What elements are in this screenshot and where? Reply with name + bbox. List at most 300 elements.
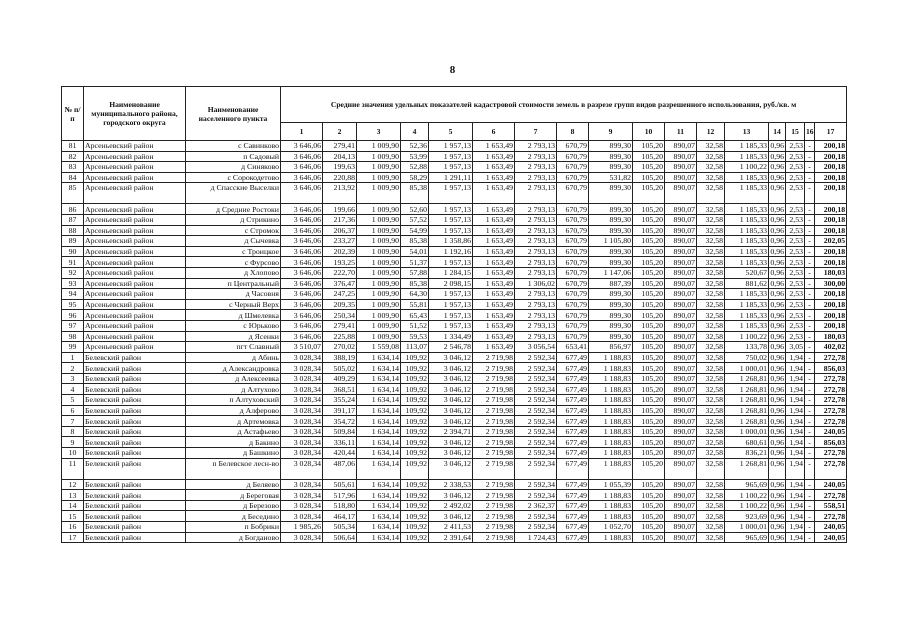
value-col-15: 1,94 [786,532,805,543]
value-col-14: 0,96 [770,151,784,161]
value-col-2: 409,29 [323,373,357,384]
value-col-14: 0,96 [770,405,784,415]
row-number: 93 [62,278,84,289]
value-col-3: 1 634,14 [357,416,401,427]
value-col-16: - [805,214,815,225]
value-col-13: 923,69 [725,511,769,522]
value-col-11: 890,07 [665,342,697,353]
value-col-11: 890,07 [665,458,697,479]
value-col-10: 105,20 [633,352,665,363]
value-col-5: 1 192,16 [429,246,473,257]
value-col-5: 1 957,13 [429,289,473,300]
settlement-name: с Юрьково [186,320,281,331]
value-col-13: 1 185,33 [725,310,769,321]
value-col-10: 105,20 [633,162,665,173]
value-col-2: 464,17 [323,511,357,522]
value-col-17: 200,18 [815,320,847,331]
table-row [62,299,847,310]
value-col-2: 505,34 [323,522,357,533]
value-col-10: 105,20 [633,342,665,353]
value-col-9: 899,30 [589,183,633,204]
value-col-5: 1 957,13 [429,257,473,268]
value-col-8: 677,49 [557,511,589,522]
value-col-5: 3 046,12 [429,363,473,374]
value-col-10: 105,20 [633,151,665,162]
value-col-4: 65,43 [401,310,429,321]
value-col-8: 670,79 [557,299,589,310]
value-col-15: 2,53 [786,331,805,342]
district-name: Белевский район [84,405,186,416]
value-col-6: 1 653,49 [473,236,515,247]
value-col-3: 1 634,14 [357,522,401,533]
table-row [62,278,847,289]
settlement-name: д Хлопово [186,267,281,278]
value-col-17: 200,18 [815,225,847,236]
settlement-name: с Сорокодетово [186,172,281,183]
row-number: 10 [62,448,84,459]
value-col-9: 1 188,83 [589,437,633,448]
value-col-4: 51,52 [401,320,429,331]
value-col-17: 240,05 [815,522,847,533]
header-col-1: 1 [281,123,323,141]
settlement-name: п Алтуховский [186,395,281,406]
value-col-16: - [805,416,815,427]
value-col-7: 2 793,13 [515,172,557,183]
value-col-3: 1 009,90 [357,141,401,152]
value-col-13: 1 268,81 [725,384,769,395]
district-name: Белевский район [84,426,186,437]
value-col-9: 1 188,83 [589,384,633,395]
value-col-12: 32,58 [697,384,725,395]
value-col-4: 51,37 [401,257,429,268]
value-col-3: 1 009,90 [357,257,401,268]
value-col-1: 3 028,34 [281,490,323,501]
table-row [62,448,847,459]
value-col-2: 420,44 [323,448,357,459]
value-col-16: - [805,331,815,342]
value-col-16: - [805,395,815,406]
settlement-name: д Березово [186,500,281,511]
value-col-3: 1 634,14 [357,384,401,395]
value-col-5: 3 046,12 [429,416,473,427]
value-col-10: 105,20 [633,320,665,331]
row-number: 91 [62,257,84,268]
value-col-15: 1,94 [786,373,805,384]
value-col-13: 1 100,22 [725,331,769,342]
table-row [62,162,847,173]
row-number: 85 [62,183,84,204]
value-col-13: 1 000,01 [725,522,769,533]
row-number: 17 [62,532,84,543]
value-col-2: 279,41 [323,141,357,152]
value-col-12: 32,58 [697,405,725,416]
value-col-3: 1 009,90 [357,225,401,236]
value-col-17: 180,03 [815,331,847,342]
value-col-7: 2 793,13 [515,141,557,152]
value-col-11: 890,07 [665,278,697,289]
value-col-6: 1 653,49 [473,320,515,331]
value-col-15: 2,53 [786,225,805,236]
value-col-4: 53,99 [401,151,429,162]
value-col-7: 2 592,34 [515,384,557,395]
value-col-6: 2 719,98 [473,500,515,511]
value-col-1: 3 028,34 [281,479,323,490]
value-col-3: 1 634,14 [357,363,401,374]
value-col-5: 2 338,53 [429,479,473,490]
value-col-15: 1,94 [786,479,805,490]
row-number: 1 [62,352,84,363]
settlement-name: д Сычевка [186,236,281,247]
value-col-3: 1 634,14 [357,395,401,406]
value-col-6: 1 653,49 [473,141,515,152]
value-col-2: 202,39 [323,246,357,257]
value-col-2: 213,92 [323,183,357,204]
value-col-6: 2 719,98 [473,490,515,501]
value-col-8: 670,79 [557,310,589,321]
value-col-6: 2 719,98 [473,352,515,363]
value-col-1: 3 646,06 [281,289,323,300]
value-col-2: 199,66 [323,204,357,215]
settlement-name: д Алферово [186,405,281,416]
value-col-7: 2 793,13 [515,183,557,204]
district-name: Белевский район [84,363,186,374]
settlement-name: п Белевское лесн-во [186,458,281,479]
header-col-17: 17 [815,123,847,141]
district-name: Белевский район [84,479,186,490]
value-col-8: 670,79 [557,289,589,300]
row-number: 15 [62,511,84,522]
value-col-16: - [805,342,815,353]
value-col-1: 3 028,34 [281,384,323,395]
value-col-16: - [805,183,815,204]
settlement-name: д Алтухово [186,384,281,395]
settlement-name: д Береговая [186,490,281,501]
value-col-16: - [805,490,815,501]
value-col-3: 1 009,90 [357,246,401,257]
settlement-name: д Артемовка [186,416,281,427]
value-col-14: 0,96 [770,321,784,331]
value-col-9: 1 055,39 [589,479,633,490]
value-col-1: 3 028,34 [281,416,323,427]
value-col-7: 2 793,13 [515,267,557,278]
value-col-12: 32,58 [697,278,725,289]
value-col-10: 105,20 [633,522,665,533]
value-col-5: 1 334,49 [429,331,473,342]
value-col-6: 1 653,49 [473,267,515,278]
value-col-12: 32,58 [697,331,725,342]
value-col-4: 59,53 [401,331,429,342]
value-col-8: 670,79 [557,246,589,257]
value-col-12: 32,58 [697,490,725,501]
value-col-11: 890,07 [665,331,697,342]
value-col-10: 105,20 [633,183,665,204]
value-col-10: 105,20 [633,437,665,448]
value-col-1: 3 646,06 [281,162,323,173]
value-col-3: 1 009,90 [357,151,401,162]
district-name: Арсеньевский район [84,141,186,152]
value-col-12: 32,58 [697,151,725,162]
value-col-2: 204,13 [323,151,357,162]
value-col-9: 1 188,83 [589,490,633,501]
value-col-1: 3 646,06 [281,172,323,183]
value-col-2: 247,25 [323,289,357,300]
value-col-10: 105,20 [633,448,665,459]
value-col-7: 2 592,34 [515,352,557,363]
value-col-11: 890,07 [665,500,697,511]
row-number: 83 [62,162,84,173]
value-col-15: 2,53 [786,278,805,289]
district-name: Арсеньевский район [84,299,186,310]
value-col-1: 3 646,06 [281,236,323,247]
value-col-2: 368,51 [323,384,357,395]
value-col-17: 300,00 [815,278,847,289]
value-col-7: 2 793,13 [515,151,557,162]
value-col-6: 2 719,98 [473,405,515,416]
value-col-14: 0,96 [770,268,784,278]
value-col-15: 2,53 [786,172,805,183]
value-col-4: 85,38 [401,183,429,204]
page-number: 8 [449,64,456,76]
value-col-14: 0,96 [770,427,784,437]
row-number: 90 [62,246,84,257]
value-col-10: 105,20 [633,426,665,437]
value-col-13: 1 185,33 [725,141,769,152]
value-col-1: 3 028,34 [281,458,323,479]
value-col-7: 2 592,34 [515,405,557,416]
value-col-12: 32,58 [697,267,725,278]
value-col-6: 2 719,98 [473,426,515,437]
value-col-1: 3 646,06 [281,214,323,225]
district-name: Белевский район [84,373,186,384]
value-col-2: 206,37 [323,225,357,236]
value-col-3: 1 009,90 [357,278,401,289]
table-row [62,246,847,257]
value-col-15: 2,53 [786,289,805,300]
value-col-14: 0,96 [770,522,784,532]
value-col-5: 2 391,64 [429,532,473,543]
value-col-16: - [805,257,815,268]
value-col-6: 1 653,49 [473,183,515,204]
value-col-1: 3 028,34 [281,373,323,384]
value-col-5: 1 957,13 [429,183,473,204]
value-col-13: 750,02 [725,352,769,363]
value-col-6: 1 653,49 [473,289,515,300]
value-col-2: 199,63 [323,162,357,173]
value-col-13: 1 185,33 [725,246,769,257]
district-name: Арсеньевский район [84,310,186,321]
value-col-15: 1,94 [786,384,805,395]
table-row [62,183,847,204]
value-col-3: 1 009,90 [357,267,401,278]
value-col-16: - [805,225,815,236]
value-col-3: 1 634,14 [357,500,401,511]
value-col-15: 2,53 [786,141,805,152]
value-col-11: 890,07 [665,532,697,543]
value-col-17: 200,18 [815,310,847,321]
value-col-11: 890,07 [665,236,697,247]
value-col-17: 200,18 [815,162,847,173]
table-row [62,204,847,215]
value-col-2: 388,19 [323,352,357,363]
district-name: Арсеньевский район [84,342,186,353]
value-col-14: 0,96 [770,173,784,183]
value-col-8: 670,79 [557,141,589,152]
value-col-12: 32,58 [697,141,725,152]
table-row [62,437,847,448]
table-row [62,236,847,247]
value-col-12: 32,58 [697,299,725,310]
value-col-2: 222,70 [323,267,357,278]
settlement-name: с Фурсово [186,257,281,268]
row-number: 94 [62,289,84,300]
value-col-2: 509,84 [323,426,357,437]
value-col-7: 2 793,13 [515,289,557,300]
table-row [62,532,847,543]
value-col-13: 1 185,33 [725,289,769,300]
district-name: Белевский район [84,511,186,522]
value-col-15: 1,94 [786,500,805,511]
value-col-7: 3 056,54 [515,342,557,353]
value-col-4: 109,92 [401,426,429,437]
value-col-3: 1 634,14 [357,352,401,363]
value-col-6: 2 719,98 [473,384,515,395]
value-col-17: 200,18 [815,257,847,268]
value-col-14: 0,96 [770,236,784,246]
value-col-14: 0,96 [770,257,784,267]
table-row [62,479,847,490]
row-number: 13 [62,490,84,501]
value-col-9: 899,30 [589,289,633,300]
value-col-2: 505,61 [323,479,357,490]
value-col-10: 105,20 [633,500,665,511]
value-col-12: 32,58 [697,522,725,533]
value-col-7: 2 793,13 [515,204,557,215]
table-row [62,426,847,437]
value-col-2: 220,88 [323,172,357,183]
value-col-6: 1 653,49 [473,172,515,183]
value-col-13: 1 268,81 [725,416,769,427]
value-col-4: 109,92 [401,373,429,384]
value-col-4: 109,92 [401,448,429,459]
value-col-6: 2 719,98 [473,532,515,543]
value-col-5: 2 492,02 [429,500,473,511]
settlement-name: д Абинь [186,352,281,363]
value-col-15: 1,94 [786,437,805,448]
district-name: Белевский район [84,522,186,533]
value-col-8: 677,49 [557,437,589,448]
cadastral-value-table [61,86,847,543]
value-col-2: 355,24 [323,395,357,406]
value-col-13: 520,67 [725,267,769,278]
value-col-15: 2,53 [786,267,805,278]
value-col-5: 3 046,12 [429,511,473,522]
value-col-3: 1 009,90 [357,236,401,247]
value-col-9: 1 105,80 [589,236,633,247]
value-col-1: 3 646,06 [281,267,323,278]
header-col-4: 4 [401,123,429,141]
value-col-7: 1 306,02 [515,278,557,289]
value-col-16: - [805,500,815,511]
value-col-12: 32,58 [697,373,725,384]
value-col-7: 1 724,43 [515,532,557,543]
value-col-8: 670,79 [557,278,589,289]
district-name: Белевский район [84,500,186,511]
value-col-13: 1 268,81 [725,373,769,384]
value-col-9: 856,97 [589,342,633,353]
value-col-8: 670,79 [557,331,589,342]
value-col-4: 109,92 [401,384,429,395]
value-col-10: 105,20 [633,225,665,236]
settlement-name: д Синяково [186,162,281,173]
value-col-4: 113,07 [401,342,429,353]
value-col-4: 109,92 [401,437,429,448]
value-col-8: 677,49 [557,490,589,501]
value-col-8: 677,49 [557,384,589,395]
settlement-name: п Бобрики [186,522,281,533]
value-col-3: 1 634,14 [357,405,401,416]
value-col-10: 105,20 [633,458,665,479]
value-col-15: 1,94 [786,458,805,479]
value-col-14: 0,96 [770,384,784,394]
settlement-name: д Беседино [186,511,281,522]
value-col-8: 677,49 [557,522,589,533]
value-col-6: 2 719,98 [473,363,515,374]
value-col-17: 200,18 [815,172,847,183]
district-name: Арсеньевский район [84,267,186,278]
value-col-9: 1 188,83 [589,416,633,427]
district-name: Арсеньевский район [84,320,186,331]
value-col-6: 2 719,98 [473,416,515,427]
value-col-10: 105,20 [633,172,665,183]
value-col-15: 1,94 [786,352,805,363]
value-col-3: 1 009,90 [357,162,401,173]
settlement-name: д Александровка [186,363,281,374]
value-col-7: 2 592,34 [515,416,557,427]
value-col-16: - [805,310,815,321]
row-number: 88 [62,225,84,236]
value-col-15: 1,94 [786,426,805,437]
row-number: 97 [62,320,84,331]
value-col-13: 1 268,81 [725,405,769,416]
table-row [62,458,847,479]
value-col-15: 1,94 [786,395,805,406]
value-col-7: 2 793,13 [515,320,557,331]
value-col-3: 1 634,14 [357,532,401,543]
value-col-4: 109,92 [401,490,429,501]
row-number: 92 [62,267,84,278]
value-col-12: 32,58 [697,257,725,268]
value-col-14: 0,96 [769,458,786,479]
row-number: 99 [62,342,84,353]
value-col-16: - [805,458,815,479]
value-col-14: 0,96 [770,278,784,288]
value-col-16: - [805,141,815,152]
value-col-3: 1 634,14 [357,373,401,384]
value-col-13: 1 185,33 [725,183,769,204]
value-col-15: 1,94 [786,448,805,459]
value-col-6: 1 653,49 [473,246,515,257]
value-col-11: 890,07 [665,437,697,448]
row-number: 98 [62,331,84,342]
value-col-5: 3 046,12 [429,458,473,479]
value-col-3: 1 634,14 [357,458,401,479]
value-col-10: 105,20 [633,511,665,522]
header-col-14: 14 [769,123,786,141]
value-col-9: 1 147,06 [589,267,633,278]
value-col-16: - [805,299,815,310]
value-col-3: 1 009,90 [357,320,401,331]
value-col-4: 109,92 [401,532,429,543]
